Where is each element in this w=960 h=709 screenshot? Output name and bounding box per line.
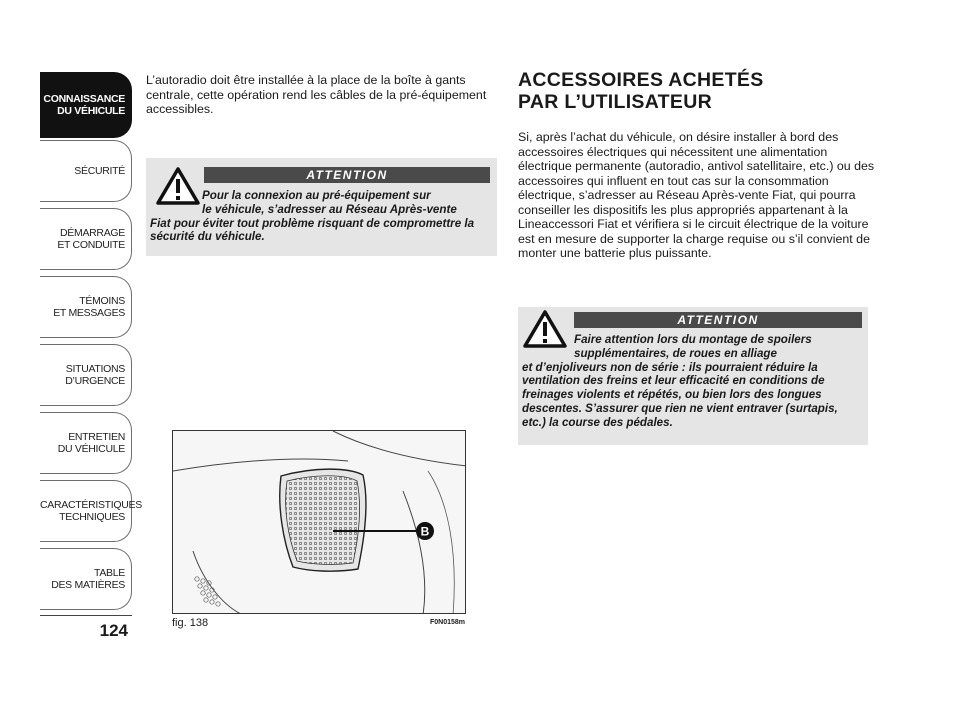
tab-label-line1: SÉCURITÉ xyxy=(74,165,125,177)
tab-caracteristiques-techniques[interactable] xyxy=(40,480,142,542)
warning-line-rest: Fiat pour éviter tout problème risquant de compromettre la sécurité du véhicule. xyxy=(150,216,475,244)
heading-line-2: PAR L’UTILISATEUR xyxy=(518,91,712,113)
glovebox-illustration xyxy=(173,431,466,614)
tab-label-line1: CONNAISSANCE xyxy=(43,93,125,105)
section-heading xyxy=(518,69,878,113)
warning-line-2: le véhicule, s’adresser au Réseau Après-vente xyxy=(202,202,457,216)
tab-label-line1: ENTRETIEN xyxy=(68,431,125,443)
tab-label-line1: TABLE xyxy=(94,567,125,579)
page-number-rule xyxy=(40,615,132,616)
tab-securite[interactable] xyxy=(40,140,132,202)
tab-situations-durgence[interactable] xyxy=(40,344,132,406)
page-number: 124 xyxy=(99,621,128,640)
warning-line-1: Faire attention lors du montage de spoilers xyxy=(574,333,812,346)
warning-line-rest: et d’enjoliveurs non de série : ils pourraient réduire la ventilation des freins et leur efficacité en conditions de freinages violents et répétés, ou bien lors des longues descentes. S’assurer que rien ne vient entraver (surtapis, etc.) la course des pédales. xyxy=(522,360,838,429)
tab-label-line2: D’URGENCE xyxy=(65,375,125,387)
warning-box-connexion xyxy=(146,158,497,256)
tab-connaissance-du-vehicule[interactable] xyxy=(40,72,132,138)
tab-label-line1: CARACTÉRISTIQUES xyxy=(40,499,142,511)
tab-label-line2: DU VÉHICULE xyxy=(57,443,125,455)
tab-label-line2: DU VÉHICULE xyxy=(57,105,125,117)
tab-entretien-du-vehicule[interactable] xyxy=(40,412,132,474)
warning-line-2: supplémentaires, de roues en alliage xyxy=(574,346,777,360)
tab-label-line2: TECHNIQUES xyxy=(59,511,125,523)
warning-line-1: Pour la connexion au pré-équipement sur xyxy=(202,189,431,202)
tab-label-line1: SITUATIONS xyxy=(65,363,125,375)
tab-label-line2: ET MESSAGES xyxy=(53,307,125,319)
tab-label-line1: TÉMOINS xyxy=(79,295,125,307)
figure-caption: fig. 138 xyxy=(172,617,209,629)
warning-banner: ATTENTION xyxy=(574,312,862,328)
warning-banner: ATTENTION xyxy=(204,167,490,183)
intro-paragraph: L’autoradio doit être installée à la place de la boîte à gants centrale, cette opération rend les câbles de la pré-équipement accessibles. xyxy=(146,73,487,116)
tab-label-line1: DÉMARRAGE xyxy=(60,227,125,239)
figure-138 xyxy=(172,430,466,614)
warning-text xyxy=(522,333,864,430)
figure-code: F0N0158m xyxy=(430,619,466,626)
warning-text xyxy=(150,189,496,244)
tab-label-line2: DES MATIÈRES xyxy=(51,579,125,591)
tab-table-des-matieres[interactable] xyxy=(40,548,132,610)
accessories-paragraph: Si, après l’achat du véhicule, on désire installer à bord des accessoires électriques qui nécessitent une alimentation électrique permanente (autoradio, antivol satellitaire, etc.) ou des accessoires qui influent en tout cas sur la consommation électrique, s’adresser au Réseau Après-vente Fiat, qui pourra conseiller les dispositifs les plus appropriés appartenant à la Lineaccessori Fiat et vérifiera si le circuit électrique de la voiture est en mesure de supporter la charge requise ou s’il convient de monter une batterie plus puissante. xyxy=(518,130,875,260)
callout-label: B xyxy=(420,524,430,539)
heading-line-1: ACCESSOIRES ACHETÉS xyxy=(518,69,764,91)
warning-box-spoilers xyxy=(518,307,868,445)
tab-demarrage-et-conduite[interactable] xyxy=(40,208,132,270)
tab-label-line2: ET CONDUITE xyxy=(57,239,125,251)
tab-temoins-et-messages[interactable] xyxy=(40,276,132,338)
